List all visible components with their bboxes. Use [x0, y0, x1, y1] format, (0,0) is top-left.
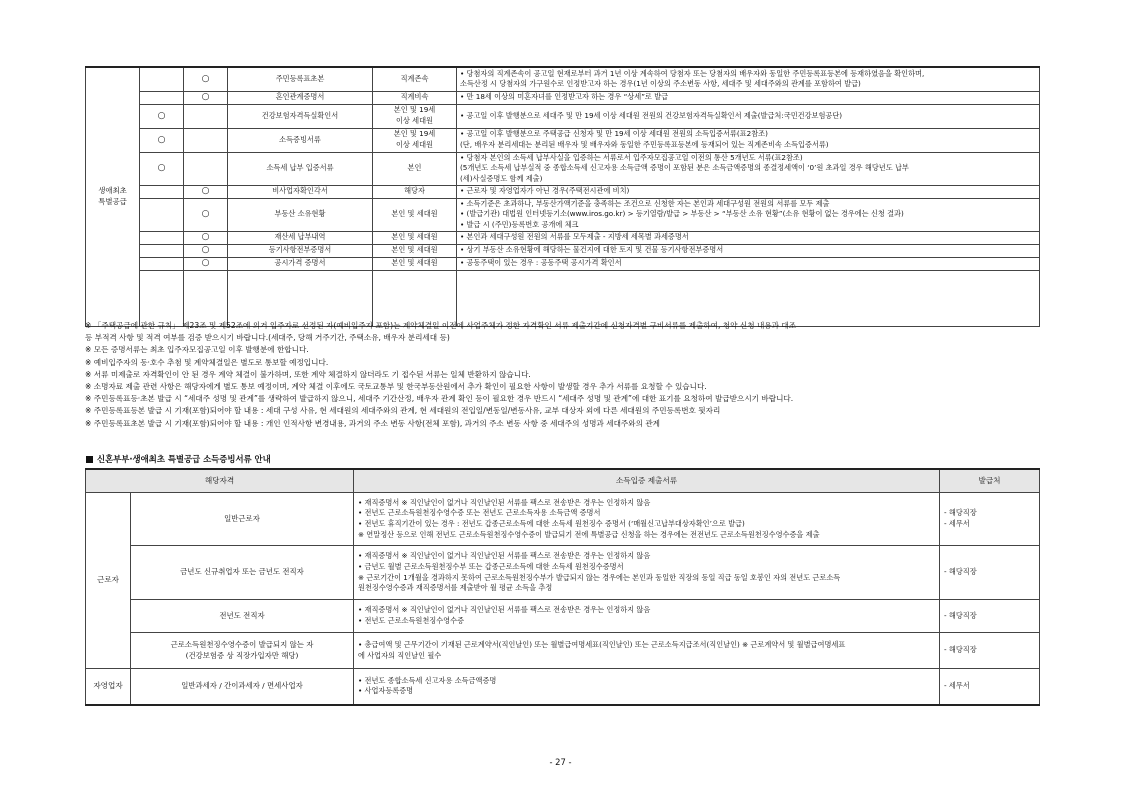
document-name: 재산세 납부내역 [228, 231, 373, 244]
issuer-cell: - 해당직장 - 세무서 [940, 493, 1040, 546]
note-cell: • 상기 부동산 소유현황에 해당하는 물건지에 대한 토지 및 건물 등기사항전부증명서 [457, 244, 1040, 257]
target-cell: 본인 및 세대원 [373, 244, 457, 257]
table-row [86, 128, 1040, 152]
required-mark: ○ [140, 128, 184, 152]
note-line: ※ 주민등록표등·초본 발급 시 “세대주 성명 및 관계”를 생략하여 발급하지 않으니, 세대주 기간산정, 배우자 관계 확인 등이 필요한 경우 반드시 “세대주 성명 및 관계”에 대한 표기를 요청하여 발급받으시기 바랍니다. [85, 394, 794, 404]
note-cell: • 공고일 이후 발행분으로 세대주 및 만 19세 이상 세대원 전원의 건강보험자격득실확인서 제출(발급처:국민건강보험공단) [457, 104, 1040, 128]
income-documents-table [85, 468, 1040, 706]
column-header: 소득입증 제출서류 [354, 469, 940, 493]
note-line: ※ 예비입주자의 동·호수 추첨 및 계약체결일은 별도로 통보할 예정입니다. [85, 357, 329, 367]
note-line: ※ 주민등록표등본 발급 시 기재(포함)되어야 할 내용 : 세대 구성 사유, 현 세대원의 세대주와의 관계, 현 세대원의 전입일/변동일/변동사유, 교부 대상자 외에 다른 세대원의 주민등록번호 뒷자리 [85, 406, 721, 416]
category-cell: 근로자 [86, 493, 131, 669]
required-mark: ○ [140, 152, 184, 185]
note-cell: • 공동주택이 있는 경우 : 공동주택 공시가격 확인서 [457, 257, 1040, 270]
document-name: 비사업자확인각서 [228, 185, 373, 198]
document-name [228, 270, 373, 326]
table-row [86, 185, 1040, 198]
document-name: 혼인관계증명서 [228, 91, 373, 104]
required-mark: ○ [184, 231, 228, 244]
note-cell: • 근로자 및 자영업자가 아닌 경우(주택전시관에 비치) [457, 185, 1040, 198]
target-cell [373, 270, 457, 326]
note-line: ※ 모든 증명서류는 최초 입주자모집공고일 이후 발행분에 한합니다. [85, 345, 309, 355]
notes-block [85, 320, 1045, 430]
note-cell: • 공고일 이후 발행분으로 주택공급 신청자 및 만 19세 이상 세대원 전원의 소득입증서류(표2참조) (단, 배우자 분리세대는 분리된 배우자 및 배우자와 동일한 주민등록표등본에 등재되어 있는 직계존비속 소득입증서류) [457, 128, 1040, 152]
table-row [86, 669, 1040, 705]
table-row [86, 231, 1040, 244]
table-row [86, 104, 1040, 128]
top-documents-table [85, 66, 1040, 327]
target-cell: 해당자 [373, 185, 457, 198]
issuer-cell: - 해당직장 [940, 633, 1040, 669]
document-name: 부동산 소유현황 [228, 198, 373, 231]
column-header: 해당자격 [86, 469, 354, 493]
type-cell: 전년도 전직자 [131, 600, 354, 633]
type-cell: 근로소득원천징수영수증이 발급되지 않는 자 (건강보험증 상 직장가입자만 해당) [131, 633, 354, 669]
table-row [86, 633, 1040, 669]
documents-cell: • 재직증명서 ※ 직인날인이 없거나 직인날인된 서류를 팩스로 전송받은 경우는 인정하지 않음 • 금년도 월별 근로소득원천징수부 또는 갑종근로소득에 대한 소득세 원천징수증명서 ※ 근로기간이 1개월을 경과하지 못하여 근로소득원천징수부가 발급되지 않는 경우에는 본인과 동일한 직장의 동일 직급 동일 호봉인 자의 전년도 근로소득 원천징수영수증과 재직증명서를 제출받아 월 평균 소득을 추정 [354, 546, 940, 600]
note-cell [457, 270, 1040, 326]
documents-cell: • 재직증명서 ※ 직인날인이 없거나 직인날인된 서류를 팩스로 전송받은 경우는 인정하지 않음 • 전년도 근로소득원천징수영수증 [354, 600, 940, 633]
document-name: 공시가격 증명서 [228, 257, 373, 270]
target-cell: 본인 및 세대원 [373, 231, 457, 244]
issuer-cell: - 해당직장 [940, 546, 1040, 600]
document-name: 등기사항전부증명서 [228, 244, 373, 257]
note-line: ※ 「주택공급에 관한 규칙」 제23조 및 제52조에 의거 입주자로 선정된 자(예비입주자 포함)는 계약체결일 이전에 사업주체가 정한 자격확인 서류 제출기간에 신청자격별 구비서류를 제출하여, 청약 신청 내용과 대조 [85, 321, 797, 330]
table-row [86, 152, 1040, 185]
required-mark: ○ [140, 104, 184, 128]
documents-cell: • 재직증명서 ※ 직인날인이 없거나 직인날인된 서류를 팩스로 전송받은 경우는 인정하지 않음 • 전년도 근로소득원천징수영수증 또는 전년도 근로소득자용 소득금액 증명서 • 전년도 휴직기간이 있는 경우 : 전년도 갑종근로소득에 대한 소득세 원천징수 증명서 (‘매월신고납부대상자확인’으로 발급) ※ 연말정산 등으로 인해 전년도 근로소득원천징수영수증이 발급되기 전에 특별공급 신청을 하는 경우에는 전전년도 근로소득원천징수영수증을 제출 [354, 493, 940, 546]
document-name: 건강보험자격득실확인서 [228, 104, 373, 128]
table-row [86, 91, 1040, 104]
required-mark: ○ [184, 244, 228, 257]
square-bullet-icon [86, 456, 93, 463]
required-mark [184, 270, 228, 326]
documents-cell: • 전년도 종합소득세 신고자용 소득금액증명 • 사업자등록증명 [354, 669, 940, 705]
type-cell: 일반근로자 [131, 493, 354, 546]
column-header: 발급처 [940, 469, 1040, 493]
required-mark: ○ [184, 185, 228, 198]
documents-cell: • 총급여액 및 근무기간이 기재된 근로계약서(직인날인) 또는 월별급여명세표(직인날인) 또는 근로소득지급조서(직인날인) ※ 근로계약서 및 월별급여명세표 에 사업자의 직인날인 필수 [354, 633, 940, 669]
required-mark: ○ [184, 257, 228, 270]
section-title: 신혼부부·생애최초 특별공급 소득증빙서류 안내 [86, 453, 271, 465]
target-cell: 본인 [373, 152, 457, 185]
table-row [86, 270, 1040, 326]
required-mark: ○ [184, 67, 228, 91]
table-row [86, 67, 1040, 91]
target-cell: 본인 및 19세 이상 세대원 [373, 104, 457, 128]
target-cell: 직계비속 [373, 91, 457, 104]
table-row [86, 546, 1040, 600]
required-mark: ○ [184, 198, 228, 231]
document-name: 소득세 납부 입증서류 [228, 152, 373, 185]
issuer-cell: - 세무서 [940, 669, 1040, 705]
issuer-cell: - 해당직장 [940, 600, 1040, 633]
target-cell: 본인 및 세대원 [373, 257, 457, 270]
required-mark: ○ [184, 91, 228, 104]
category-cell: 생애최초 특별공급 [86, 67, 140, 326]
category-cell: 자영업자 [86, 669, 131, 705]
table-row [86, 244, 1040, 257]
note-line: ※ 서류 미제출로 자격확인이 안 된 경우 계약 체결이 불가하며, 또한 계약 체결하지 않더라도 기 접수된 서류는 일체 반환하지 않습니다. [85, 369, 531, 379]
table-row [86, 493, 1040, 546]
note-cell: • 당첨자의 직계존속이 공고일 현재로부터 과거 1년 이상 계속하여 당첨자 또는 당첨자의 배우자와 동일한 주민등록표등본에 등재하였음을 확인하며, 소득산정 시 당첨자의 가구원수로 인정받고자 하는 경우(1년 이상의 주소변동 사항, 세대주 및 세대주와의 관계를 포함하여 발급) [457, 67, 1040, 91]
type-cell: 금년도 신규취업자 또는 금년도 전직자 [131, 546, 354, 600]
note-line: ※ 소명자료 제출 관련 사항은 해당자에게 별도 통보 예정이며, 계약 체결 이후에도 국토교통부 및 한국부동산원에서 추가 확인이 필요한 사항이 발생할 경우 추가 서류를 요청할 수 있습니다. [85, 382, 707, 392]
target-cell: 본인 및 19세 이상 세대원 [373, 128, 457, 152]
document-name: 소득증빙서류 [228, 128, 373, 152]
note-cell: • 만 18세 이상의 미혼자녀를 인정받고자 하는 경우 “상세”로 발급 [457, 91, 1040, 104]
note-line: ※ 주민등록표초본 발급 시 기재(포함)되어야 할 내용 : 개인 인적사항 변경내용, 과거의 주소 변동 사항(전체 포함), 과거의 주소 변동 사항 중 세대주의 성명과 세대주와의 관계 [85, 418, 661, 428]
note-cell: • 본인과 세대구성원 전원의 서류를 모두제출 - 지방세 세목별 과세증명서 [457, 231, 1040, 244]
note-cell: • 당첨자 본인의 소득세 납부사실을 입증하는 서류로서 입주자모집공고일 이전의 통산 5개년도 서류(표2참조) (5개년도 소득세 납부실적 중 종합소득세 신고자용 소득금액 증명이 포함된 분은 소득금액증명의 종결정세액이 ‘0’원 초과일 경우 해당년도 납부 (세)사실증명도 함께 제출) [457, 152, 1040, 185]
note-cell: • 소득기준은 초과하나, 부동산가액기준을 충족하는 조건으로 신청한 자는 본인과 세대구성원 전원의 서류를 모두 제출 • (발급기관) 대법원 인터넷등기소(www.iros.go.kr) > 등기열람/발급 > 부동산 > “부동산 소유 현황”(소유 현황이 없는 경우에는 신청 결과) • 발급 시 (주민)등록번호 공개에 체크 [457, 198, 1040, 231]
table-row [86, 600, 1040, 633]
document-name: 주민등록표초본 [228, 67, 373, 91]
table-row [86, 198, 1040, 231]
table-row [86, 257, 1040, 270]
page-number: - 27 - [549, 757, 572, 767]
target-cell: 본인 및 세대원 [373, 198, 457, 231]
target-cell: 직계존속 [373, 67, 457, 91]
note-line: 등 부적격 사항 및 적격 여부를 검증 받으시기 바랍니다.(세대주, 당해 거주기간, 주택소유, 배우자 분리세대 등) [85, 333, 450, 343]
type-cell: 일반과세자 / 간이과세자 / 면세사업자 [131, 669, 354, 705]
